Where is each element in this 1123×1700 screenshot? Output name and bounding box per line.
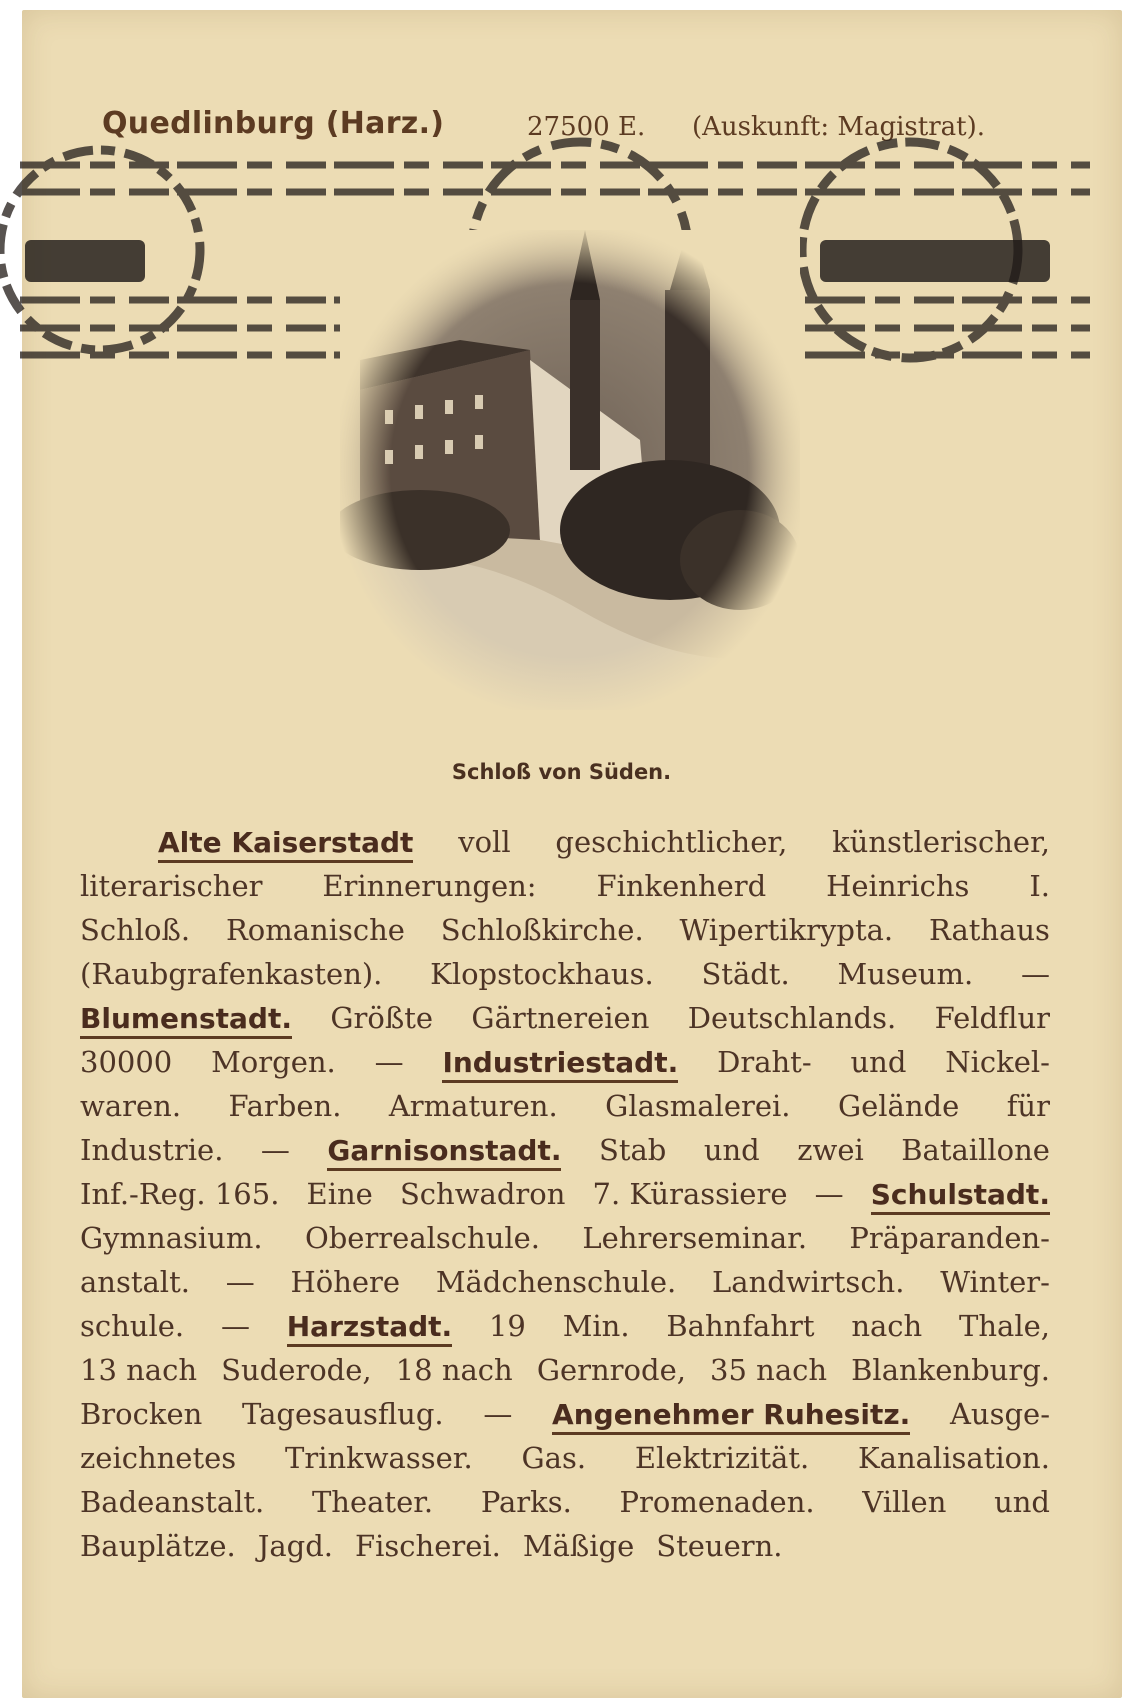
header	[102, 100, 1082, 160]
description-text	[80, 825, 1050, 1573]
keyword-blumenstadt: Blumenstadt.	[80, 1002, 292, 1039]
town-title: Quedlinburg (Harz.)	[102, 106, 445, 141]
text-line: Blumenstadt. Größte Gärtnereien Deutschlands. Feldflur	[80, 1001, 1050, 1045]
keyword-industriestadt: Industriestadt.	[442, 1046, 678, 1083]
text-line: Schloß. Romanische Schloßkirche. Wipertikrypta. Rathaus	[80, 913, 1050, 947]
text-line: (Raubgrafenkasten). Klopstockhaus. Städt. Museum. —	[80, 957, 1050, 991]
text-line: literarischer Erinnerungen: Finkenherd Heinrichs I.	[80, 869, 1050, 903]
text-line: 30000 Morgen. — Industriestadt. Draht- und Nickel-	[80, 1045, 1050, 1089]
keyword-garnisonstadt: Garnisonstadt.	[327, 1134, 561, 1171]
keyword-alte-kaiserstadt: Alte Kaiserstadt	[158, 826, 413, 863]
text-line: anstalt. — Höhere Mädchenschule. Landwirtsch. Winter-	[80, 1265, 1050, 1299]
text-line: Alte Kaiserstadt voll geschichtlicher, künstlerischer,	[80, 825, 1050, 869]
text-line: Inf.-Reg. 165. Eine Schwadron 7. Kürassiere — Schulstadt.	[80, 1177, 1050, 1221]
text-line: zeichnetes Trinkwasser. Gas. Elektrizität. Kanalisation.	[80, 1441, 1050, 1475]
photo-caption: Schloß von Süden.	[451, 760, 672, 784]
text-line: Bauplätze. Jagd. Fischerei. Mäßige Steuern.	[80, 1529, 783, 1563]
population: 27500 E.	[527, 112, 646, 142]
keyword-schulstadt: Schulstadt.	[871, 1178, 1050, 1215]
text-line: Brocken Tagesausflug. — Angenehmer Ruhesitz. Ausge-	[80, 1397, 1050, 1441]
keyword-harzstadt: Harzstadt.	[287, 1310, 452, 1347]
info-note: (Auskunft: Magistrat).	[692, 112, 986, 142]
text-line: Industrie. — Garnisonstadt. Stab und zwei Bataillone	[80, 1133, 1050, 1177]
text-line: Badeanstalt. Theater. Parks. Promenaden. Villen und	[80, 1485, 1050, 1519]
castle-on-hill-image	[340, 230, 800, 710]
keyword-angenehmer-ruhesitz: Angenehmer Ruhesitz.	[552, 1398, 910, 1435]
text-line: waren. Farben. Armaturen. Glasmalerei. Gelände für	[80, 1089, 1050, 1123]
text-line: 13 nach Suderode, 18 nach Gernrode, 35 nach Blankenburg.	[80, 1353, 1050, 1387]
text-line: Gymnasium. Oberrealschule. Lehrerseminar. Präparanden-	[80, 1221, 1050, 1255]
text-line: schule. — Harzstadt. 19 Min. Bahnfahrt nach Thale,	[80, 1309, 1050, 1353]
